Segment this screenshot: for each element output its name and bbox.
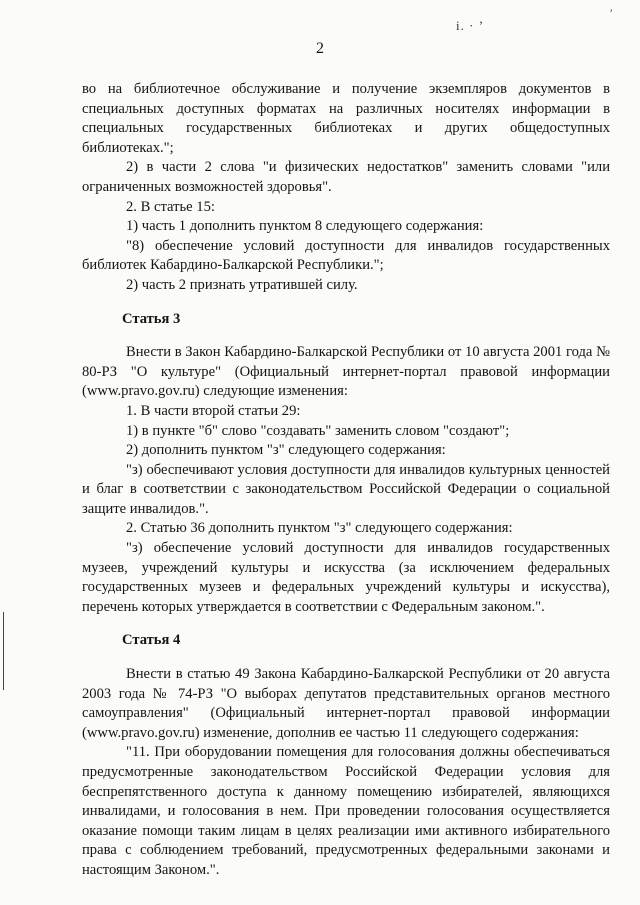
scan-artifact-mark: і. · ʼ bbox=[456, 18, 485, 33]
paragraph-item: "8) обеспечение условий доступности для инвалидов государственных библиотек Кабардино-Балкарской Республики."; bbox=[82, 237, 610, 274]
scan-edge-line bbox=[3, 612, 4, 690]
paragraph-item: 1. В части второй статьи 29: bbox=[126, 402, 301, 419]
document-body bbox=[82, 80, 610, 881]
paragraph-item: Внести в Закон Кабардино-Балкарской Республики от 10 августа 2001 года № 80-РЗ "О культуре" (Официальный интернет-портал правовой информации (www.pravo.gov.ru) следующие изменения: bbox=[82, 344, 610, 400]
paragraph-item: 2) часть 2 признать утратившей силу. bbox=[126, 276, 358, 293]
article-heading: Статья 3 bbox=[122, 310, 181, 327]
paragraph-item: 2. Статью 36 дополнить пунктом "з" следующего содержания: bbox=[126, 520, 513, 537]
paragraph-item: "з) обеспечение условий доступности для инвалидов государственных музеев, учреждений культуры и искусства (за исключением федеральных государственных музеев и федеральных учреждений культуры и искусства), перечень которых утверждается в соответствии с Федеральным законом.". bbox=[82, 540, 610, 615]
page-number: 2 bbox=[316, 40, 324, 57]
paragraph-item: 1) часть 1 дополнить пунктом 8 следующего содержания: bbox=[126, 218, 484, 235]
paragraph-item: "з) обеспечивают условия доступности для инвалидов культурных ценностей и благ в соответствии с законодательством Российской Федерации о социальной защите инвалидов.". bbox=[82, 461, 610, 517]
paragraph-item: "11. При оборудовании помещения для голосования должны обеспечиваться предусмотренные законодательством Российской Федерации условия для беспрепятственного доступа к данному помещению избирателей, являющихся инвалидами, и голосования в нем. При проведении голосования осуществляется оказание помощи таким лицам в целях реализации ими активного избирательного права с соблюдением требований, предусмотренных федеральными законами и настоящим Законом.". bbox=[82, 744, 610, 878]
paragraph-item: Внести в статью 49 Закона Кабардино-Балкарской Республики от 20 августа 2003 года № 74-РЗ "О выборах депутатов представительных органов местного самоуправления" (Официальный интернет-портал правовой информации (www.pravo.gov.ru) изменение, дополнив ее частью 11 следующего содержания: bbox=[82, 666, 610, 741]
paragraph-item: 2) в части 2 слова "и физических недостатков" заменить словами "или ограниченных возможностей здоровья". bbox=[82, 159, 610, 195]
paragraph-item: 1) в пункте "б" слово "создавать" заменить словом "создают"; bbox=[126, 422, 510, 439]
paragraph-item: 2) дополнить пунктом "з" следующего содержания: bbox=[126, 442, 446, 459]
paragraph-continuation: во на библиотечное обслуживание и получение экземпляров документов в специальных доступных форматах на различных носителях информации в специальных государственных библиотеках и других общедоступных библиотеках."; bbox=[82, 81, 610, 156]
paragraph-item: 2. В статье 15: bbox=[126, 198, 215, 215]
scan-artifact-mark-right: ′ bbox=[610, 6, 613, 20]
article-heading: Статья 4 bbox=[122, 632, 181, 649]
